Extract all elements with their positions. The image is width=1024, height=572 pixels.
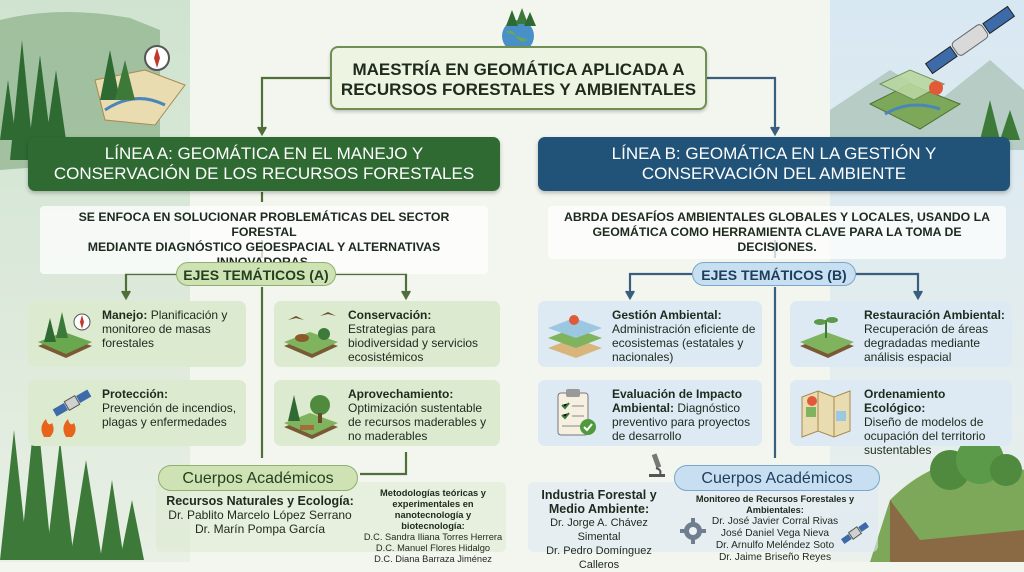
card-proteccion [28,380,246,446]
ejes-a-badge: EJES TEMÁTICOS (A) [176,262,336,286]
group-a2 [362,488,504,565]
card-aprovechamiento-text: Optimización sustentable de recursos maderables y no maderables [348,401,487,443]
group-b1-member: Dr. Jorge A. Chávez Simental [550,517,648,543]
map-layers-icon [544,308,606,360]
card-ordenamiento [790,380,1012,457]
card-manejo-title: Manejo: [102,308,148,322]
cuerpos-a-badge: Cuerpos Académicos [158,465,358,491]
group-a1 [160,494,360,536]
line-a-desc-1: SE ENFOCA EN SOLUCIONAR PROBLEMÁTICAS DEL SECTOR FORESTAL [78,210,450,239]
line-b-description [548,206,1006,259]
card-restauracion [790,301,1012,367]
soil-sprout-icon [796,308,858,360]
card-gestion-ambiental [538,301,762,367]
group-a1-title: Recursos Naturales y Ecología: [166,494,354,508]
card-manejo [28,301,246,367]
group-b1-title-2: Medio Ambiente: [548,502,650,516]
microscope-icon [646,452,668,480]
timber-trees-icon [280,387,342,439]
group-a2-member: D.C. Sandra Iliana Torres Herrera [363,532,503,542]
ejes-b-badge: EJES TEMÁTICOS (B) [692,262,856,286]
card-ordenamiento-title: Ordenamiento Ecológico: [864,387,946,415]
folded-map-icon [796,387,858,439]
card-gestion-title: Gestión Ambiental: [612,308,722,322]
group-a2-member: D.C. Diana Barraza Jiménez [374,554,492,564]
line-a-desc-2: MEDIANTE DIAGNÓSTICO GEOESPACIAL Y ALTERNATIVAS [87,240,441,254]
card-evaluacion-text: Diagnóstico preventivo para proyectos de desarrollo [612,401,751,443]
card-conservacion-title: Conservación: [348,308,432,322]
group-a2-title-2: experimentales en [392,499,474,509]
group-a2-member: D.C. Manuel Flores Hidalgo [375,543,491,553]
group-b2-title: Monitoreo de Recursos Forestales y Ambientales: [695,494,855,515]
group-b1-title-1: Industria Forestal y [541,488,657,502]
group-a1-member: Dr. Pablito Marcelo López Serrano [168,508,352,522]
line-b-heading-1: LÍNEA B: GEOMÁTICA EN LA GESTIÓN Y [611,144,937,163]
card-gestion-text: Administración eficiente de ecosistemas (estatales y nacionales) [612,322,756,364]
card-aprovechamiento [274,380,500,446]
clipboard-check-icon [544,387,606,439]
group-b2-member: Dr. José Javier Corral Rivas [711,516,839,527]
card-evaluacion-impacto [538,380,762,446]
group-a2-title-3: nanotecnología y biotecnología: [394,510,472,531]
group-b1-member: Dr. Pedro Domínguez Calleros [546,545,652,571]
line-b-heading-2: CONSERVACIÓN DEL AMBIENTE [641,164,907,183]
line-b-desc-2: GEOMÁTICA COMO HERRAMIENTA CLAVE PARA LA TOMA DE DECISIONES. [592,225,962,254]
card-restauracion-text: Recuperación de áreas degradadas mediante análisis espacial [864,322,989,364]
line-a-heading [28,137,500,191]
program-title [330,46,707,110]
card-proteccion-text: Prevención de incendios, plagas y enfermedades [102,401,237,429]
line-b-desc-1: ABRDA DESAFÍOS AMBIENTALES GLOBALES Y LOCALES, USANDO LA [563,210,991,224]
card-conservacion-text: Estrategias para biodiversidad y servicios ecosistémicos [348,322,479,364]
card-manejo-text: Planificación y monitoreo de masas forestales [102,308,228,350]
small-satellite-icon [840,520,870,546]
wildlife-birds-icon [280,308,342,360]
group-b2-member: José Daniel Vega Nieva [720,528,830,539]
card-ordenamiento-text: Diseño de modelos de ocupación del territorio sustentables [864,415,986,457]
group-a1-member: Dr. Marín Pompa García [194,522,326,536]
title-line-1: MAESTRÍA EN GEOMÁTICA APLICADA A [352,60,685,79]
line-a-heading-2: CONSERVACIÓN DE LOS RECURSOS FORESTALES [53,164,475,183]
line-b-heading [538,137,1010,191]
forest-plot-icon [34,308,96,360]
group-b1 [530,488,668,572]
group-b2-member: Dr. Arnulfo Meléndez Soto [715,540,835,551]
satellite-fire-icon [34,387,96,439]
card-conservacion [274,301,500,367]
card-proteccion-title: Protección: [102,387,169,401]
group-b2-member: Dr. Jaime Briseño Reyes [718,552,832,563]
group-a2-title-1: Metodologías teóricas y [380,488,486,498]
cuerpos-b-badge: Cuerpos Académicos [674,465,880,491]
title-line-2: RECURSOS FORESTALES Y AMBIENTALES [340,80,697,99]
card-restauracion-title: Restauración Ambiental: [864,308,1005,322]
card-evaluacion-title: Evaluación de Impacto Ambiental: [612,387,743,415]
line-a-heading-1: LÍNEA A: GEOMÁTICA EN EL MANEJO Y [104,144,424,163]
card-aprovechamiento-title: Aprovechamiento: [348,387,454,401]
